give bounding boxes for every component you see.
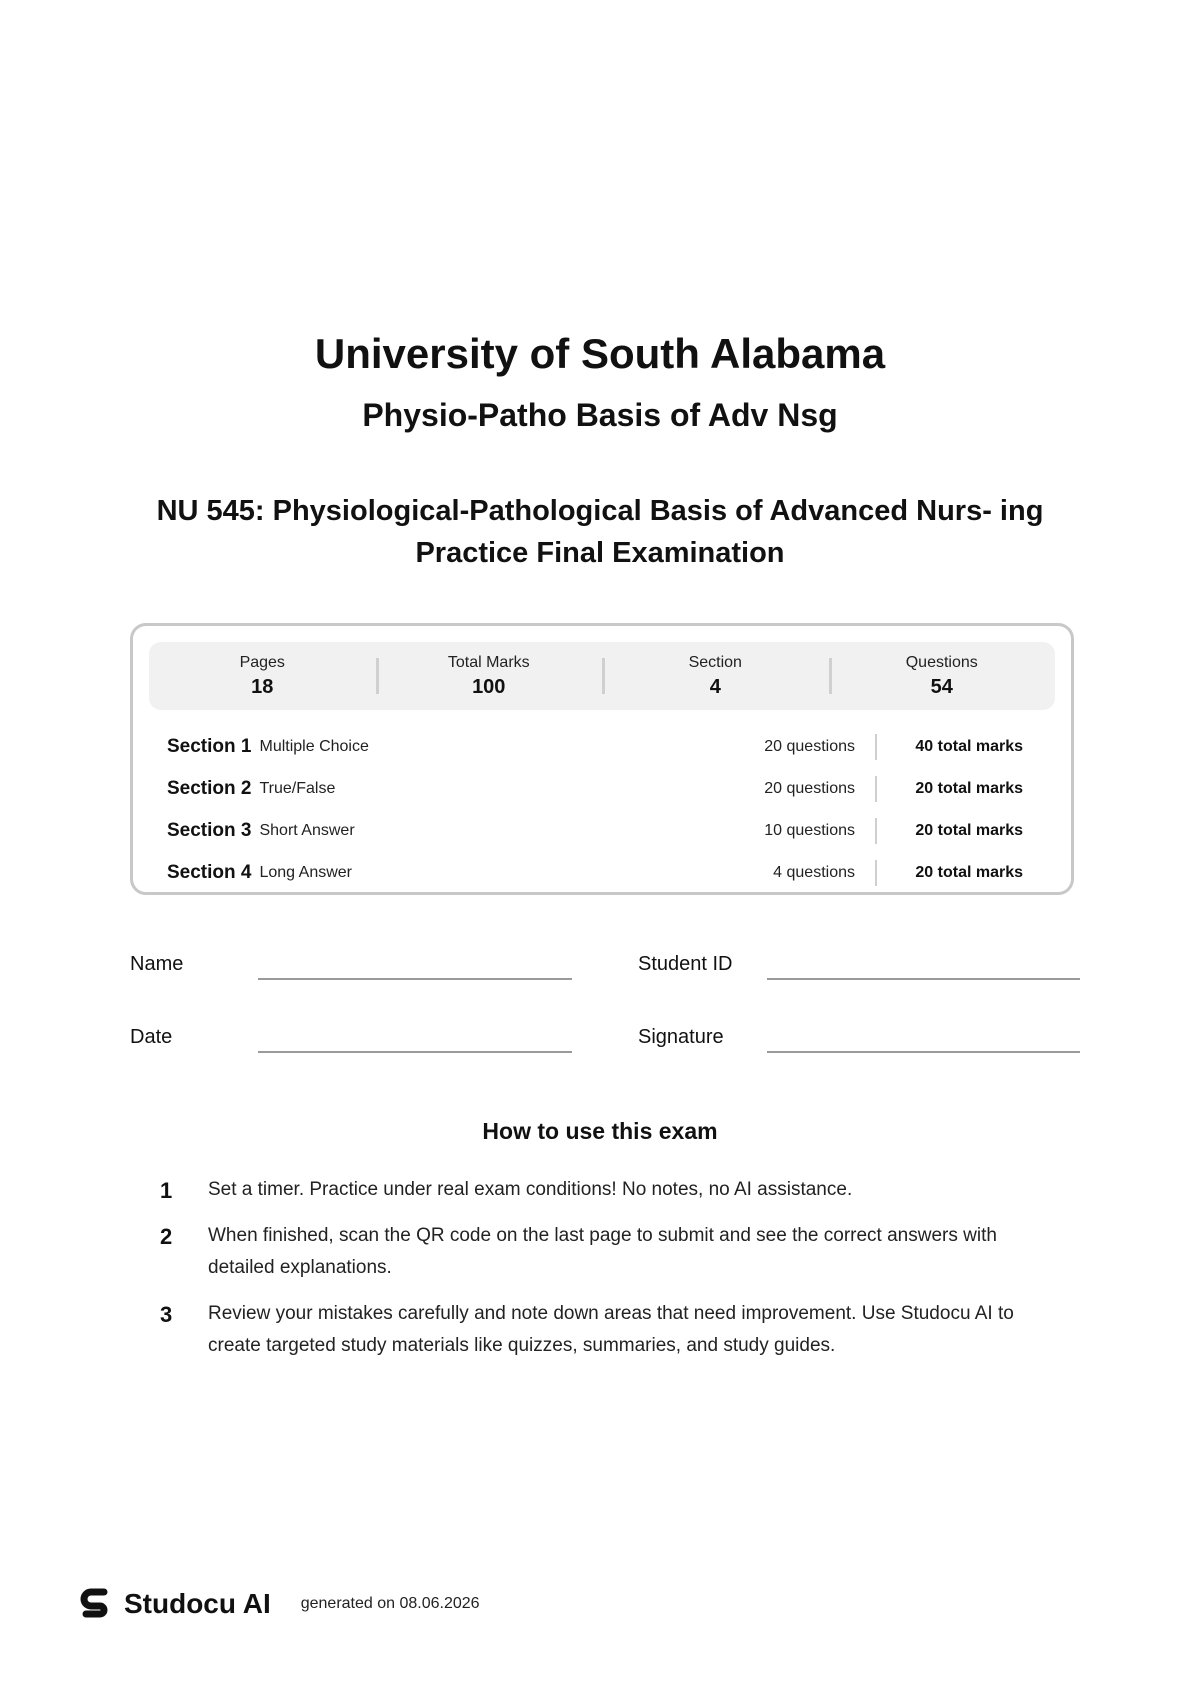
- university-title: University of South Alabama: [314, 330, 886, 377]
- stat-value: 18: [251, 675, 274, 698]
- student-id-label: Student ID: [638, 953, 733, 975]
- generated-date: generated on 08.06.2026: [300, 1595, 480, 1612]
- name-label: Name: [130, 953, 184, 975]
- section-name: Section 4: [167, 862, 252, 883]
- section-type: True/False: [259, 780, 336, 797]
- signature-field[interactable]: [767, 1051, 1080, 1053]
- stat-label: Questions: [905, 653, 978, 671]
- exam-title: NU 545: Physiological-Pathological Basis of Advanced Nurs- ing Practice Final Examination: [156, 495, 1044, 569]
- list-item: [160, 1224, 1060, 1284]
- stat-value: 100: [472, 675, 506, 698]
- section-name: Section 2: [167, 778, 252, 799]
- stat-label: Section: [688, 653, 742, 671]
- stat-value: 4: [709, 675, 721, 698]
- stat-pages: [149, 642, 376, 710]
- howto-steps: [160, 1178, 1060, 1380]
- footer: [78, 1586, 480, 1622]
- stat-label: Total Marks: [447, 653, 530, 671]
- section-marks: 40 total marks: [915, 738, 1023, 755]
- howto-title: How to use this exam: [482, 1118, 718, 1144]
- date-field[interactable]: [258, 1051, 572, 1053]
- exam-summary-box: [130, 623, 1074, 895]
- section-marks: 20 total marks: [915, 780, 1023, 797]
- step-number: 3: [160, 1302, 173, 1327]
- list-item: [160, 1178, 1060, 1206]
- step-text: Review your mistakes carefully and note down areas that need improvement. Use Studocu AI to create targeted study materials like quizzes, summaries, and study guides.: [208, 1303, 1014, 1356]
- studocu-logo-icon: [78, 1586, 114, 1622]
- section-question-count: 4 questions: [773, 864, 855, 881]
- section-row: [167, 768, 1043, 810]
- stat-total-marks: [376, 642, 603, 710]
- date-label: Date: [130, 1026, 173, 1048]
- section-row: [167, 810, 1043, 852]
- section-type: Short Answer: [259, 822, 355, 839]
- step-text: When finished, scan the QR code on the last page to submit and see the correct answers with detailed explanations.: [208, 1225, 997, 1278]
- student-id-field[interactable]: [767, 978, 1080, 980]
- brand-name: Studocu AI: [124, 1588, 271, 1619]
- step-text: Set a timer. Practice under real exam conditions! No notes, no AI assistance.: [208, 1179, 853, 1200]
- exam-stats-band: [149, 642, 1055, 710]
- section-marks: 20 total marks: [915, 822, 1023, 839]
- section-question-count: 20 questions: [764, 780, 855, 797]
- step-number: 1: [160, 1178, 173, 1203]
- signature-label: Signature: [638, 1026, 724, 1048]
- section-type: Long Answer: [259, 864, 352, 881]
- section-name: Section 3: [167, 820, 252, 841]
- stat-sections: [602, 642, 829, 710]
- stat-value: 54: [930, 675, 953, 698]
- course-short-title: Physio-Patho Basis of Adv Nsg: [362, 397, 838, 433]
- section-marks: 20 total marks: [915, 864, 1023, 881]
- list-item: [160, 1302, 1060, 1362]
- stat-label: Pages: [239, 653, 285, 671]
- section-question-count: 10 questions: [764, 822, 855, 839]
- section-row: [167, 726, 1043, 768]
- section-row: [167, 852, 1043, 894]
- section-type: Multiple Choice: [259, 738, 369, 755]
- section-list: [167, 726, 1043, 894]
- name-field[interactable]: [258, 978, 572, 980]
- step-number: 2: [160, 1224, 173, 1249]
- section-name: Section 1: [167, 736, 252, 757]
- stat-questions: [829, 642, 1056, 710]
- section-question-count: 20 questions: [764, 738, 855, 755]
